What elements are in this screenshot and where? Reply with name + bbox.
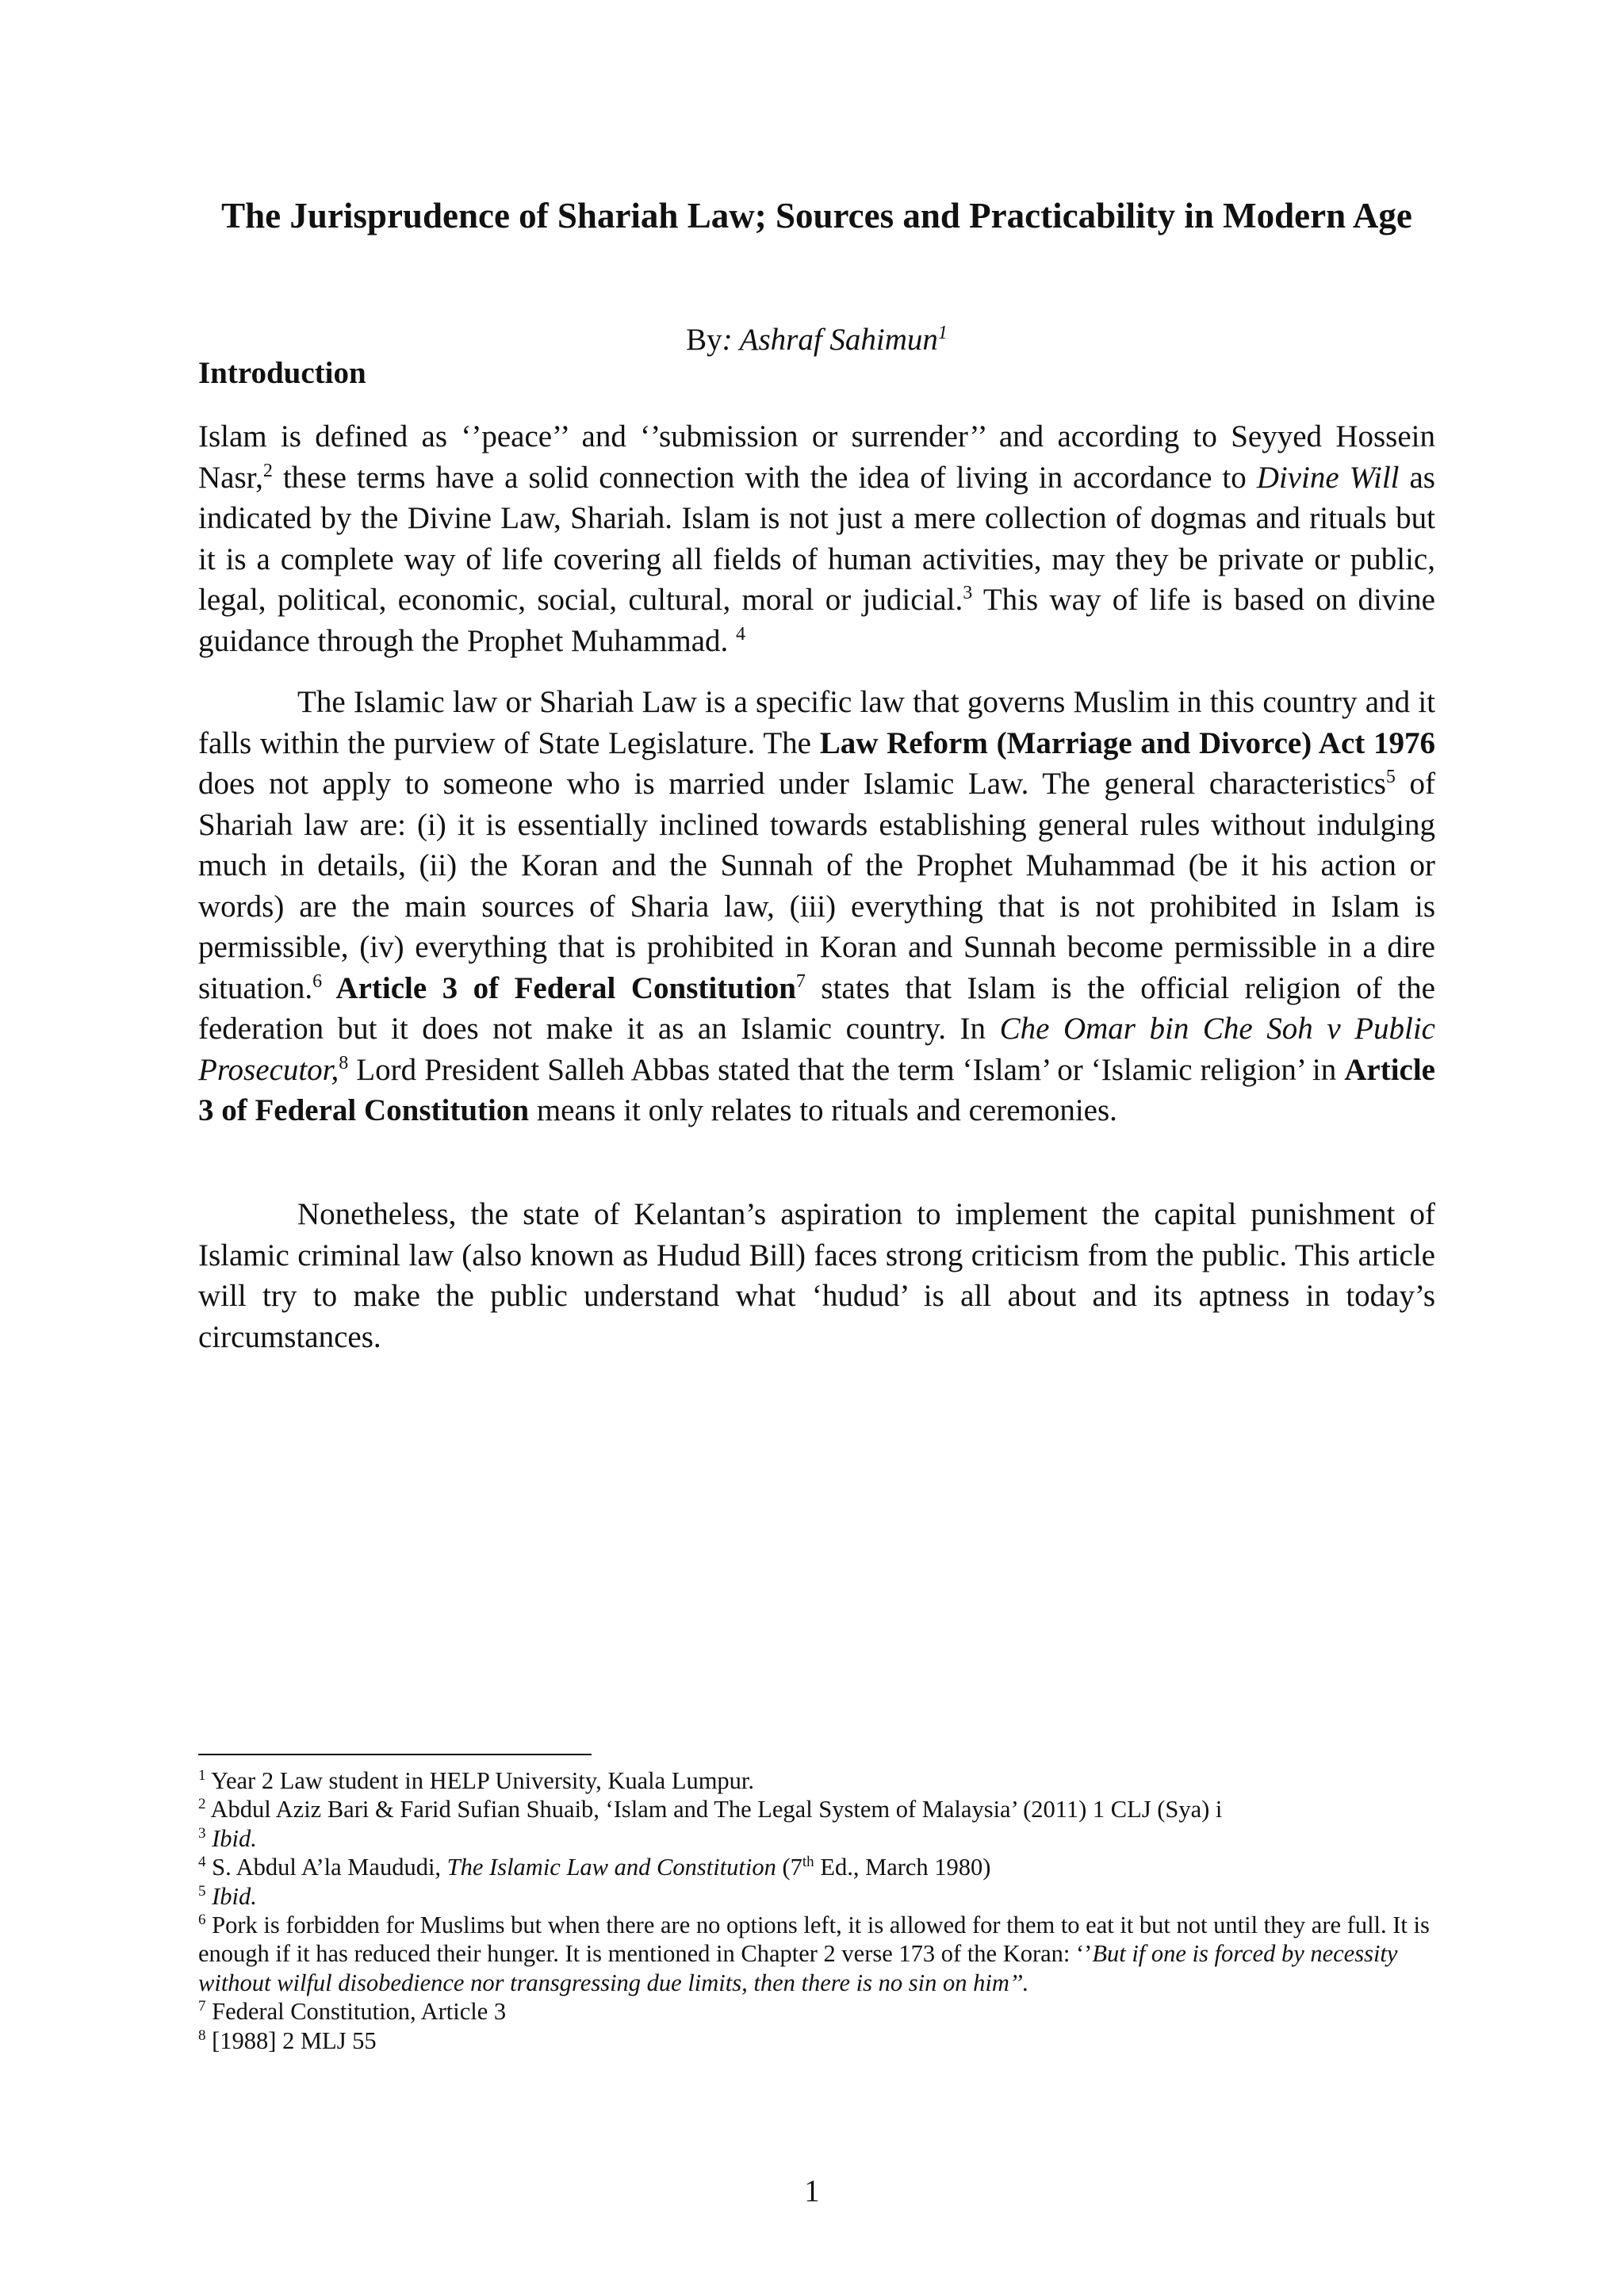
koran-quote: But if one is forced by necessity without wilful disobedience nor transgressing due limits, then there is no sin on him’’. (198, 1940, 1398, 1996)
text-run: This way of life is based on divine guidance through the Prophet Muhammad. (198, 583, 1435, 658)
document-title: The Jurisprudence of Shariah Law; Sources and Practicability in Modern Age (221, 196, 1412, 235)
footnote-ref[interactable]: 8 (339, 1052, 349, 1073)
paragraph-2 (198, 682, 1435, 1131)
footnote-ref[interactable]: 2 (262, 460, 273, 481)
bold-term: Article 3 of Federal Constitution (322, 970, 796, 1005)
footnote-3 (198, 1824, 1435, 1853)
bold-term: Article 3 of Federal Constitution (198, 1052, 1435, 1127)
footnotes (198, 1766, 1435, 2055)
footnote-ref[interactable]: 1 (937, 323, 948, 343)
footnote-number: 4 (198, 1854, 206, 1871)
footnote-text: Pork is forbidden for Muslims but when there are no options left, it is allowed for them to eat it but not until they are full. It is enough if it has reduced their hunger. It is mentioned in Chapter 2 verse 173 of the Koran: ‘’ (198, 1911, 1430, 1968)
footnote-ref[interactable]: 4 (736, 623, 746, 645)
footnote-separator (198, 1754, 592, 1755)
footnote-8 (198, 2026, 1435, 2055)
footnote-text: Year 2 Law student in HELP University, Kuala Lumpur. (205, 1767, 755, 1794)
case-name: Che Omar bin Che Soh v Public Prosecutor, (198, 1012, 1435, 1087)
author-name: : Ashraf Sahimun (722, 323, 938, 357)
footnote-5 (198, 1882, 1435, 1911)
footnote-text: Abdul Aziz Bari & Farid Sufian Shuaib, ‘Islam and The Legal System of Malaysia’ (2011) 1 CLJ (Sya) i (205, 1796, 1223, 1823)
paragraph-1 (198, 416, 1435, 661)
text-run: Islam is defined as ‘’peace’’ and ‘’submission or surrender’’ and according to Seyyed Hossein Nasr, (198, 419, 1435, 495)
italic-term: Divine Will (1256, 460, 1400, 495)
footnote-1 (198, 1766, 1435, 1795)
text-run: of Shariah law are: (i) it is essentially inclined towards establishing general rules without indulging much in details, (ii) the Koran and the Sunnah of the Prophet Muhammad (be it his action or words) are the main sources of Sharia law, (iii) everything that is not prohibited in Islam is permissible, (iv) everything that is prohibited in Koran and Sunnah become permissible in a dire situation. (198, 767, 1435, 1005)
book-title: The Islamic Law and Constitution (446, 1854, 776, 1881)
text-run: means it only relates to rituals and ceremonies. (529, 1093, 1117, 1127)
page-number: 1 (804, 2174, 820, 2208)
byline-prefix: By (686, 323, 722, 357)
text-run: as indicated by the Divine Law, Shariah. Islam is not just a mere collection of dogmas and rituals but it is a complete way of life covering all fields of human activities, may they be private or public, legal, political, economic, social, cultural, moral or judicial. (198, 460, 1435, 617)
footnote-text: (7 (776, 1854, 802, 1881)
bold-term: Law Reform (Marriage and Divorce) Act 1976 (819, 725, 1435, 760)
footnote-text: Federal Constitution, Article 3 (205, 1998, 507, 2026)
text-run: these terms have a solid connection with the idea of living in accordance to (272, 460, 1257, 495)
footnote-number: 5 (198, 1882, 206, 1900)
footnote-text: [1988] 2 MLJ 55 (205, 2026, 377, 2054)
footnote-ref[interactable]: 6 (312, 970, 323, 992)
footnote-4 (198, 1853, 1435, 1881)
footnote-ref[interactable]: 5 (1385, 767, 1396, 787)
text-run: The Islamic law or Shariah Law is a specific law that governs Muslim in this country and it falls within the purview of State Legislature. The (198, 685, 1435, 760)
text-run: Lord President Salleh Abbas stated that the term ‘Islam’ or ‘Islamic religion’ in (348, 1052, 1345, 1087)
byline (198, 314, 1435, 359)
footnote-ref[interactable]: 3 (963, 583, 973, 603)
footnote-number: 7 (198, 1998, 206, 2015)
footnote-7 (198, 1997, 1435, 2026)
paragraph-3: Nonetheless, the state of Kelantan’s aspiration to implement the capital punishment of Islamic criminal law (also known as Hudud Bill) faces strong criticism from the public. This article will try to make the public understand what ‘hudud’ is all about and its aptness in today’s circumstances. (198, 1197, 1435, 1354)
footnote-text: S. Abdul A’la Maududi, (205, 1854, 447, 1881)
footnote-6 (198, 1911, 1435, 1997)
footnote-number: 6 (198, 1911, 206, 1928)
footnote-number: 2 (198, 1796, 206, 1813)
footnote-2 (198, 1795, 1435, 1823)
footnote-number: 3 (198, 1824, 206, 1842)
footnote-text: Ibid. (205, 1882, 257, 1910)
footnote-ref[interactable]: 7 (795, 970, 806, 992)
text-run: states that Islam is the official religion of the federation but it does not make it as an Islamic country. In (198, 970, 1435, 1046)
footnote-number: 8 (198, 2026, 206, 2044)
footnote-text: Ed., March 1980) (814, 1854, 991, 1881)
section-heading: Introduction (198, 356, 366, 390)
footnote-number: 1 (198, 1766, 206, 1784)
ordinal-suffix: th (802, 1854, 814, 1871)
text-run: does not apply to someone who is married under Islamic Law. The general characteristics (198, 767, 1386, 801)
footnote-text: Ibid. (205, 1824, 257, 1852)
